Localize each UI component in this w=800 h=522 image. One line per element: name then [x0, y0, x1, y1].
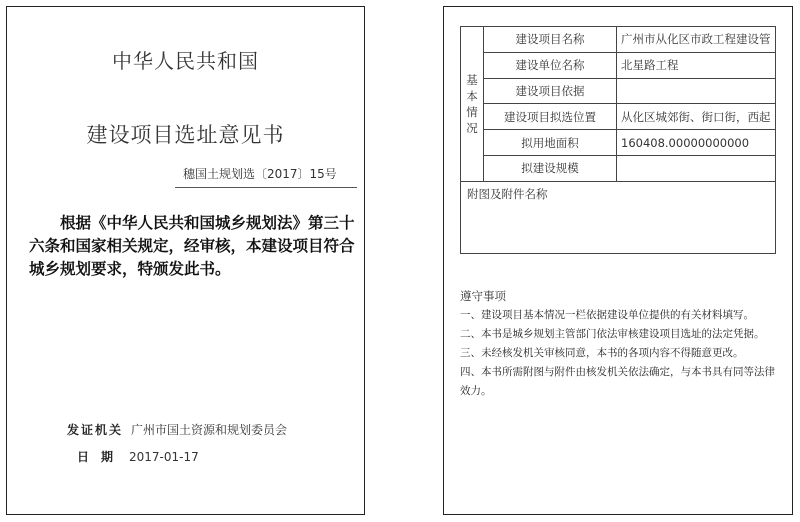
table-row [461, 78, 776, 104]
note-item: 四、本书所需附图与附件由核发机关依法确定，与本书具有同等法律效力。 [460, 366, 775, 397]
note-item: 三、未经核发机关审核同意，本书的各项内容不得随意更改。 [460, 347, 744, 359]
row-label: 建设项目拟选位置 [484, 104, 617, 130]
basic-info-table [460, 26, 776, 254]
left-page [6, 6, 365, 515]
attachments-label: 附图及附件名称 [461, 181, 776, 253]
section-label-cell [461, 27, 484, 182]
attachments-row [461, 181, 776, 253]
date-label: 日期 [77, 450, 126, 464]
row-value: 北星路工程 [617, 52, 776, 78]
date-value: 2017-01-17 [129, 450, 199, 464]
row-label: 建设项目依据 [484, 78, 617, 104]
notes-list [460, 306, 782, 401]
note-item: 一、建设项目基本情况一栏依据建设单位提供的有关材料填写。 [460, 309, 754, 321]
issuer-row [67, 421, 287, 438]
section-label: 基本情况 [466, 72, 478, 135]
date-row [77, 448, 199, 465]
row-value [617, 78, 776, 104]
row-label: 拟建设规模 [484, 155, 617, 181]
approval-statement: 根据《中华人民共和国城乡规划法》第三十六条和国家相关规定，经审核，本建设项目符合城乡规划要求，特颁发此书。 [29, 214, 355, 278]
note-item: 二、本书是城乡规划主管部门依法审核建设项目选址的法定凭据。 [460, 328, 765, 340]
row-value: 从化区城郊街、街口街，西起 [617, 104, 776, 130]
issuer-label: 发证机关 [67, 423, 124, 437]
document-number-underline [175, 187, 357, 188]
right-page [443, 6, 793, 515]
row-label: 建设单位名称 [484, 52, 617, 78]
table-row [461, 130, 776, 156]
table-row [461, 52, 776, 78]
table-row [461, 155, 776, 181]
row-label: 拟用地面积 [484, 130, 617, 156]
row-value: 广州市从化区市政工程建设管 [617, 27, 776, 53]
table-row [461, 104, 776, 130]
row-value: 160408.00000000000 [617, 130, 776, 156]
notes-heading: 遵守事项 [460, 289, 506, 303]
row-value [617, 155, 776, 181]
document-number: 穗国土规划选〔2017〕15号 [183, 167, 337, 181]
country-name: 中华人民共和国 [112, 49, 259, 73]
document-title: 建设项目选址意见书 [86, 123, 285, 147]
row-label: 建设项目名称 [484, 27, 617, 53]
issuer-value: 广州市国土资源和规划委员会 [131, 423, 288, 437]
table-row [461, 27, 776, 53]
